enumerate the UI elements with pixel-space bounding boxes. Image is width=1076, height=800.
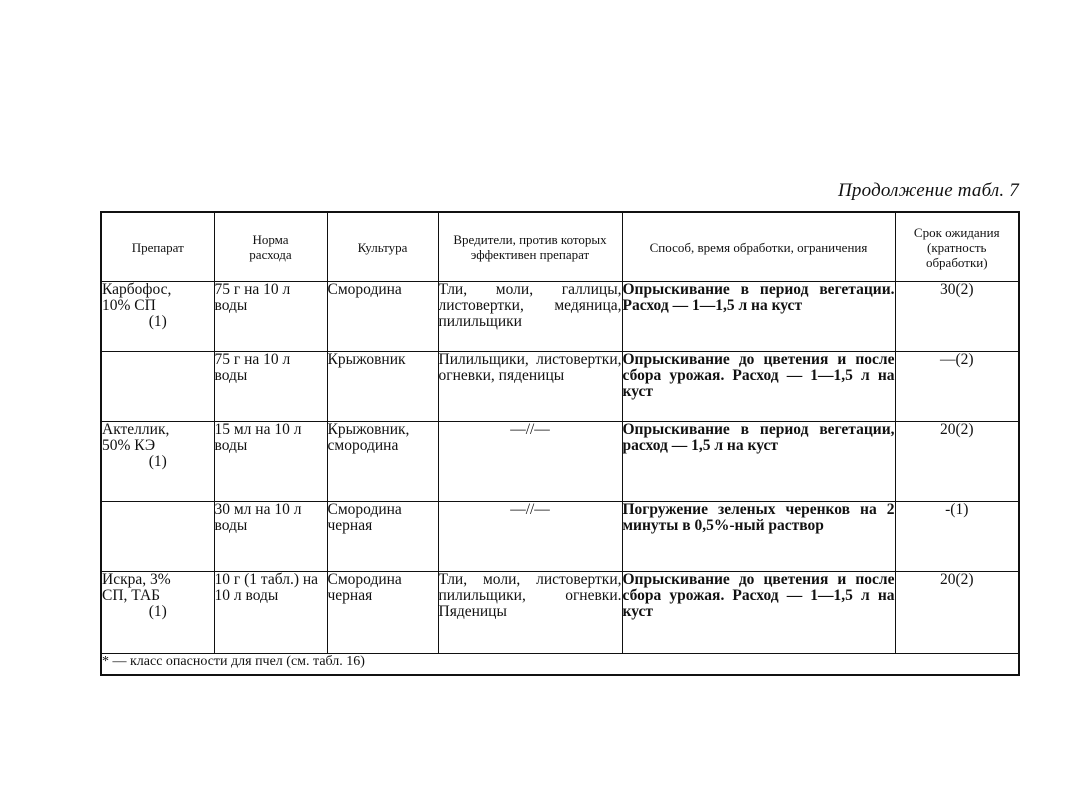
cell-pests: Тли, моли, галлицы, листовертки, медяница, пилильщики — [438, 282, 622, 352]
cell-preparation — [101, 502, 214, 572]
cell-crop: Смородина черная — [327, 572, 438, 654]
cell-pests: Пилильщики, листовертки, огневки, пяденицы — [438, 352, 622, 422]
cell-preparation: Карбофос, 10% СП (1) — [101, 282, 214, 352]
cell-method: Опрыскивание до цветения и после сбора урожая. Расход — 1—1,5 л на куст — [622, 352, 895, 422]
cell-method: Опрыскивание до цветения и после сбора урожая. Расход — 1—1,5 л на куст — [622, 572, 895, 654]
col-header-pests: Вредители, против которых эффективен препарат — [438, 212, 622, 282]
col-header-crop: Культура — [327, 212, 438, 282]
table-row — [101, 572, 1019, 654]
cell-crop: Крыжовник — [327, 352, 438, 422]
cell-method: Опрыскивание в период вегетации. Расход — 1—1,5 л на куст — [622, 282, 895, 352]
col-header-waiting: Срок ожидания (кратность обработки) — [895, 212, 1019, 282]
cell-preparation — [101, 352, 214, 422]
col-header-rate: Норма расхода — [214, 212, 327, 282]
cell-method: Погружение зеленых черенков на 2 минуты в 0,5%-ный раствор — [622, 502, 895, 572]
cell-rate: 15 мл на 10 л воды — [214, 422, 327, 502]
table-row — [101, 502, 1019, 572]
table-row — [101, 352, 1019, 422]
cell-preparation: Искра, 3% СП, ТАБ (1) — [101, 572, 214, 654]
table-header-row — [101, 212, 1019, 282]
footnote: * — класс опасности для пчел (см. табл. 16) — [101, 654, 1019, 676]
cell-rate: 75 г на 10 л воды — [214, 282, 327, 352]
pesticide-table — [100, 211, 1020, 676]
cell-waiting: 30(2) — [895, 282, 1019, 352]
cell-rate: 10 г (1 табл.) на 10 л воды — [214, 572, 327, 654]
cell-pests: —//— — [438, 502, 622, 572]
col-header-preparation: Препарат — [101, 212, 214, 282]
cell-waiting: -(1) — [895, 502, 1019, 572]
cell-pests: —//— — [438, 422, 622, 502]
table-row — [101, 282, 1019, 352]
table-caption: Продолжение табл. 7 — [838, 180, 1019, 201]
footnote-row — [101, 654, 1019, 676]
cell-crop: Крыжовник, смородина — [327, 422, 438, 502]
cell-method: Опрыскивание в период вегетации, расход — 1,5 л на куст — [622, 422, 895, 502]
cell-rate: 30 мл на 10 л воды — [214, 502, 327, 572]
table-row — [101, 422, 1019, 502]
col-header-method: Способ, время обработки, ограничения — [622, 212, 895, 282]
cell-pests: Тли, моли, листовертки, пилильщики, огневки. Пяденицы — [438, 572, 622, 654]
cell-preparation: Актеллик, 50% КЭ (1) — [101, 422, 214, 502]
cell-waiting: 20(2) — [895, 572, 1019, 654]
cell-crop: Смородина — [327, 282, 438, 352]
cell-rate: 75 г на 10 л воды — [214, 352, 327, 422]
cell-crop: Смородина черная — [327, 502, 438, 572]
cell-waiting: 20(2) — [895, 422, 1019, 502]
cell-waiting: —(2) — [895, 352, 1019, 422]
